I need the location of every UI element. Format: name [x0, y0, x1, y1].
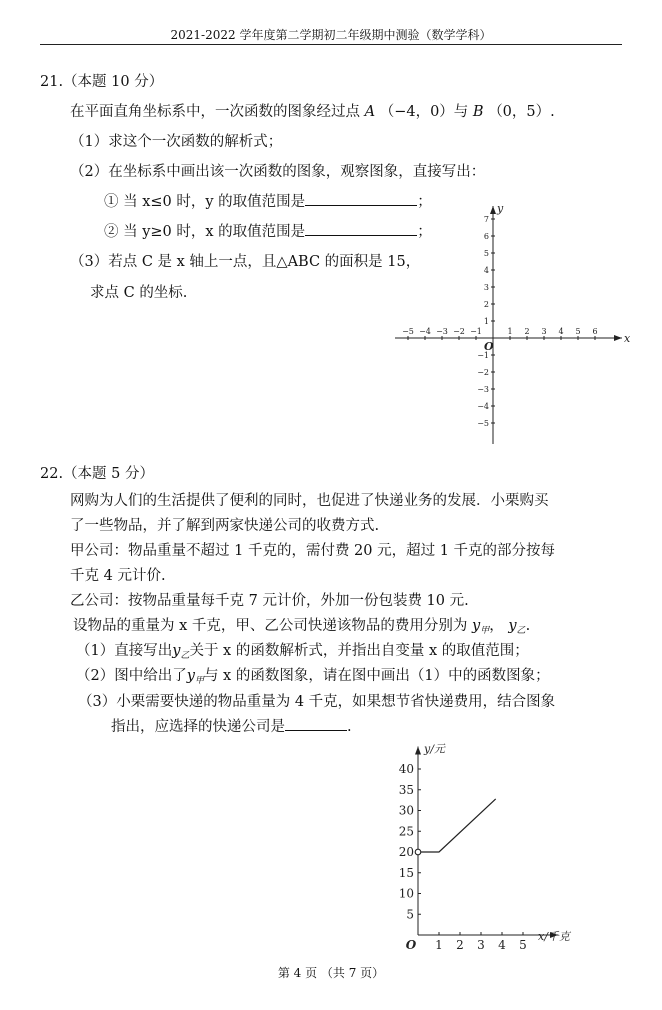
q22-let-pre: 设物品的重量为 x 千克，甲、乙公司快递该物品的费用分别为 — [73, 618, 468, 634]
x-tick-label: 5 — [519, 938, 527, 952]
y-tick-label: −5 — [477, 419, 489, 428]
q21-sub1-text: 当 x≤0 时，y 的取值范围是 — [123, 194, 306, 210]
q22-y-yi-sub: 乙 — [516, 626, 526, 636]
y-tick-label: 30 — [398, 803, 414, 818]
x-tick-label: 2 — [524, 327, 530, 336]
y-tick-label: 20 — [398, 845, 414, 859]
y-tick-label: 15 — [398, 865, 414, 880]
x-tick-label: −4 — [419, 327, 431, 336]
x-axis-label: x/千克 — [538, 930, 570, 943]
q22-y-jia-sub: 甲 — [480, 626, 490, 636]
q22-part2-post: 与 x 的函数图象，请在图中画出（1）中的函数图象； — [203, 668, 550, 684]
q21-point-a: A — [364, 104, 376, 120]
q22-part3-text: 指出，应选择的快递公司是 — [111, 719, 285, 735]
q21-sub2-text: 当 y≥0 时，x 的取值范围是 — [123, 224, 306, 240]
x-tick-label: 1 — [435, 938, 443, 952]
x-axis-label: x — [624, 332, 631, 345]
q22-y-jia — [472, 618, 489, 634]
q22-part2-pre: （2）图中给出了 — [76, 668, 187, 684]
q21-sub2-semicolon: ； — [417, 224, 432, 240]
y-tick-label: −2 — [477, 368, 489, 377]
q21-part1: （1）求这个一次函数的解析式； — [70, 134, 283, 150]
q22-part2 — [76, 664, 550, 686]
y-axis-arrow — [415, 747, 421, 755]
q22-part1-post: 关于 x 的函数解析式，并指出自变量 x 的取值范围； — [189, 643, 529, 659]
q22-part1-y-yi — [172, 643, 189, 659]
x-tick-label: 1 — [507, 327, 513, 336]
q21-stem — [70, 100, 555, 121]
q21-heading: 21.（本题 10 分） — [40, 74, 164, 90]
y-tick-label: 4 — [483, 266, 489, 275]
q22-let — [73, 614, 530, 636]
q22-cost-graph — [385, 740, 595, 956]
header-rule — [40, 44, 622, 45]
q22-heading: 22.（本题 5 分） — [40, 466, 155, 482]
y-tick-label: −3 — [477, 385, 489, 394]
q22-yi-line: 乙公司：按物品重量每千克 7 元计价，外加一份包装费 10 元. — [70, 593, 469, 609]
x-tick-label: −1 — [470, 327, 482, 336]
y-tick-label: 40 — [398, 762, 414, 776]
x-axis-arrow — [614, 335, 622, 341]
q21-point-b: B — [472, 104, 484, 120]
q21-part3-line2: 求点 C 的坐标. — [90, 285, 188, 301]
x-tick-label: 4 — [558, 327, 564, 336]
open-endpoint — [415, 849, 421, 855]
x-tick-label: 2 — [456, 938, 464, 952]
y-tick-label: 5 — [483, 249, 489, 258]
q21-sub1-semicolon: ； — [417, 194, 432, 210]
q22-part1-y-sub: 乙 — [180, 651, 190, 661]
origin-label: O — [405, 938, 417, 952]
y-tick-label: −4 — [477, 402, 489, 411]
q22-p1-line1: 网购为人们的生活提供了便利的同时，也促进了快递业务的发展．小栗购买 — [70, 493, 549, 509]
q22-part2-y-sub: 甲 — [194, 676, 204, 686]
q22-y-yi-letter: y — [508, 618, 517, 634]
y-axis-arrow — [490, 206, 496, 214]
x-tick-label: −2 — [453, 327, 465, 336]
x-tick-label: 4 — [498, 938, 506, 952]
y-tick-label: 5 — [406, 907, 414, 922]
q21-sub2-num-label: ② — [104, 224, 119, 240]
q22-jia-line1: 甲公司：物品重量不超过 1 千克的，需付费 20 元，超过 1 千克的部分按每 — [70, 543, 556, 559]
q22-let-comma: ， — [489, 618, 504, 634]
x-tick-label: 3 — [477, 938, 485, 952]
q22-let-period: . — [525, 618, 531, 634]
series-line — [418, 799, 496, 852]
q22-part3-line1: （3）小栗需要快递的物品重量为 4 千克，如果想节省快递费用，结合图象 — [78, 694, 556, 710]
x-tick-label: 3 — [541, 327, 547, 336]
x-tick-label: −5 — [402, 327, 414, 336]
y-tick-label: 2 — [483, 300, 489, 309]
x-tick-label: 6 — [592, 327, 598, 336]
q21-stem-pre: 在平面直角坐标系中，一次函数的图象经过点 — [70, 104, 360, 120]
y-tick-label: 6 — [483, 232, 489, 241]
q21-sub1-num: ① — [104, 194, 119, 210]
q22-part2-y-letter: y — [186, 668, 195, 684]
y-tick-label: 25 — [398, 824, 414, 839]
page-header: 2021-2022 学年度第二学期初二年级期中测验（数学学科） — [170, 28, 492, 42]
q22-y-jia-letter: y — [472, 618, 481, 634]
q21-coordinate-plane — [380, 192, 631, 442]
q21-part2: （2）在坐标系中画出该一次函数的图象，观察图象，直接写出： — [70, 164, 486, 180]
q21-point-a-coords: （−4，0）与 — [379, 104, 469, 120]
q21-point-b-coords: （0，5）. — [488, 104, 555, 120]
y-tick-label: 3 — [483, 283, 489, 292]
y-tick-label: 7 — [483, 215, 489, 224]
origin-label: O — [484, 340, 494, 353]
y-tick-label: −1 — [477, 351, 489, 360]
q22-part3-end: . — [347, 719, 352, 735]
y-tick-label: 10 — [398, 886, 414, 901]
q21-part3-line1: （3）若点 C 是 x 轴上一点，且△ABC 的面积是 15， — [70, 254, 421, 270]
q22-p1-line2: 了一些物品，并了解到两家快递公司的收费方式. — [70, 518, 380, 534]
q22-part3-line2 — [111, 715, 352, 736]
y-tick-label: 35 — [398, 782, 414, 797]
x-tick-label: 5 — [575, 327, 581, 336]
y-tick-label: 1 — [483, 317, 489, 326]
x-tick-label: −3 — [436, 327, 448, 336]
q22-y-yi — [508, 618, 525, 634]
q22-part2-y-jia — [187, 668, 204, 684]
page-footer: 第 4 页 （共 7 页） — [277, 966, 385, 980]
y-axis-label: y — [497, 202, 504, 215]
q22-part1-y-letter: y — [172, 643, 181, 659]
q22-part3-blank[interactable] — [285, 716, 347, 732]
q22-part1-pre: （1）直接写出 — [76, 643, 173, 659]
q22-jia-line2: 千克 4 元计价. — [70, 568, 166, 584]
y-axis-label: y/元 — [424, 742, 445, 756]
q22-part1 — [76, 639, 529, 661]
